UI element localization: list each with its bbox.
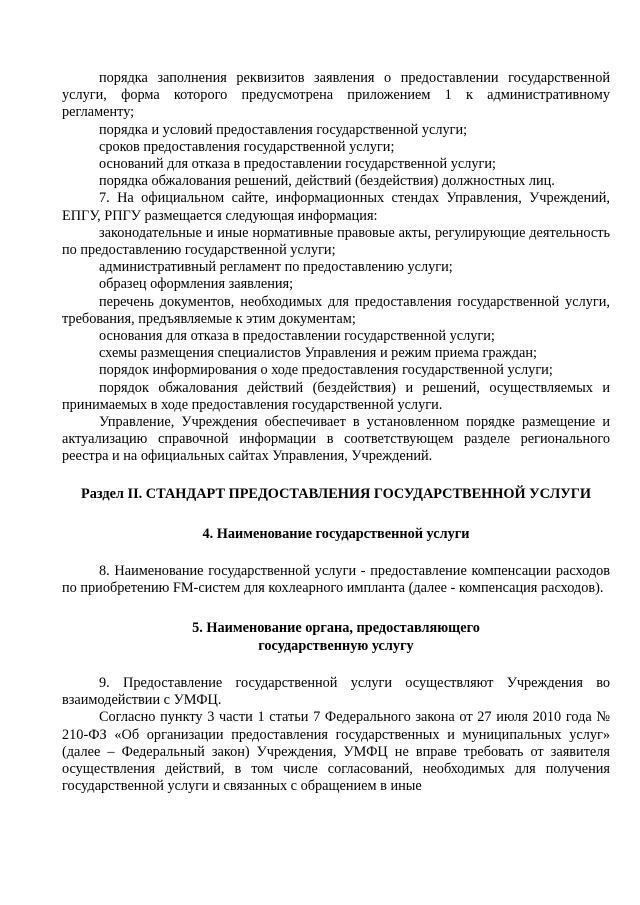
law-text-before: Согласно	[99, 709, 161, 726]
paragraph: административный регламент по предоставлению услуги;	[99, 259, 453, 276]
paragraph: 7. На официальном сайте, информационных стендах Управления, Учреждений, ЕПГУ, РПГУ размещается следующая информация:	[62, 190, 610, 224]
paragraph-law-reference	[62, 709, 610, 795]
paragraph: порядка и условий предоставления государственной услуги;	[99, 121, 468, 138]
subsection-heading-4: 4. Наименование государственной услуги	[202, 525, 470, 542]
paragraph: оснований для отказа в предоставлении государственной услуги;	[99, 156, 496, 173]
paragraph-9: 9. Предоставление государственной услуги осуществляют Учреждения во взаимодействии с УМФЦ.	[62, 674, 610, 709]
section-heading: Раздел II. СТАНДАРТ ПРЕДОСТАВЛЕНИЯ ГОСУДАРСТВЕННОЙ УСЛУГИ	[80, 485, 591, 502]
paragraph: порядок информирования о ходе предоставления государственной услуги;	[99, 362, 553, 379]
heading-5-line1: 5. Наименование органа, предоставляющего	[192, 620, 480, 637]
paragraph: порядка обжалования решений, действий (бездействия) должностных лиц.	[99, 173, 555, 190]
paragraph-8: 8. Наименование государственной услуги - предоставление компенсации расходов по приобретению FM-систем для кохлеарного импланта (далее - компенсация расходов).	[62, 563, 610, 597]
subsection-heading-5	[62, 620, 610, 654]
paragraph: сроков предоставления государственной услуги;	[99, 138, 395, 155]
paragraph: схемы размещения специалистов Управления и режим приема граждан;	[99, 345, 537, 362]
paragraph: порядка заполнения реквизитов заявления о предоставлении государственной услуги, форма которого предусмотрена приложением 1 к административному регламенту;	[62, 70, 610, 121]
law-article-link[interactable]: пункту 3 части 1 статьи 7	[160, 709, 321, 726]
paragraph: Управление, Учреждения обеспечивает в установленном порядке размещение и актуализацию справочной информации в соответствующем разделе регионального реестра и на официальных сайтах Управления, Учреждений.	[62, 414, 610, 465]
paragraph: перечень документов, необходимых для предоставления государственной услуги, требования, предъявляемые к этим документам;	[62, 293, 610, 327]
heading-5-line2: государственную услугу	[258, 637, 414, 654]
paragraph: основания для отказа в предоставлении государственной услуги;	[99, 328, 495, 345]
paragraph: законодательные и иные нормативные правовые акты, регулирующие деятельность по предоставлению государственной услуги;	[62, 224, 610, 259]
paragraph: образец оформления заявления;	[99, 276, 294, 293]
law-text-after: Федерального закона от 27 июля 2010 года № 210-ФЗ «Об организации предоставления государственных и муниципальных услуг» (далее – Федеральный закон) Учреждения, УМФЦ не вправе требовать от заявителя осуществления действий, в том числе согласований, необходимых для получения государственной услуги и связанных с обращением в иные	[62, 709, 610, 795]
paragraph: порядок обжалования действий (бездействия) и решений, осуществляемых и принимаемых в ходе предоставления государственной услуги.	[62, 379, 610, 413]
